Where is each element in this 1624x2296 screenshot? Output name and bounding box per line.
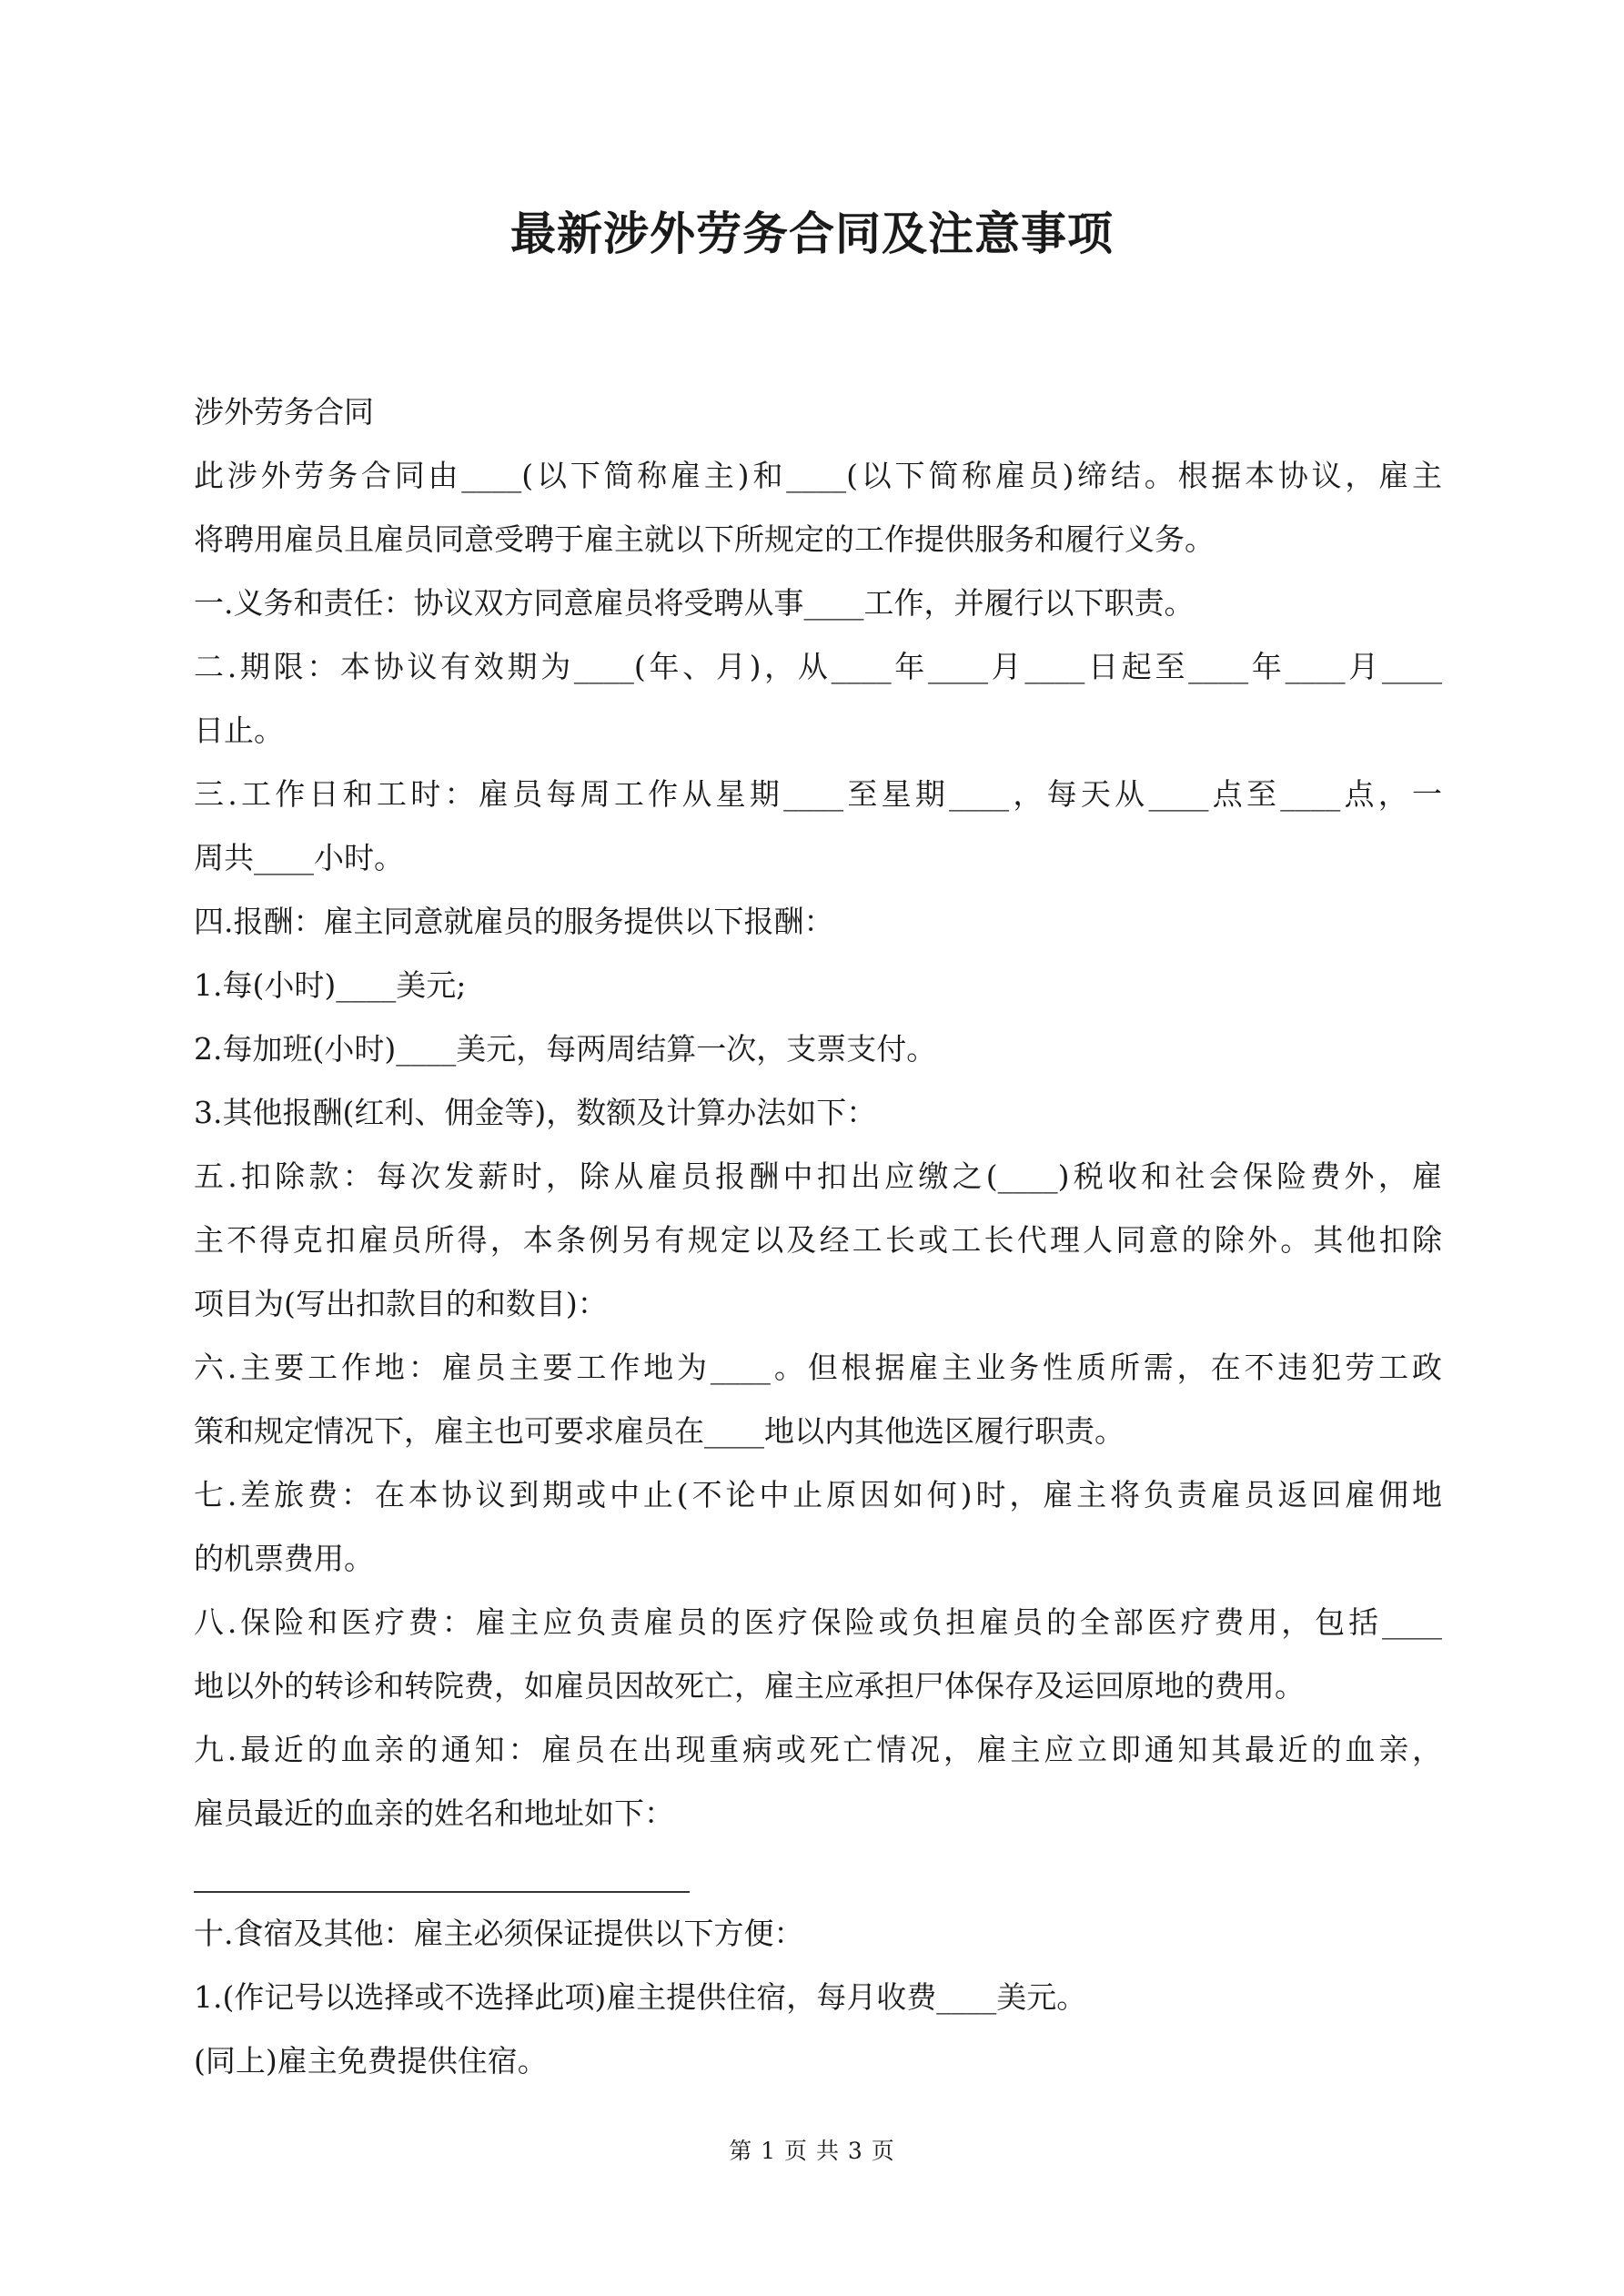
- clause-7-line-1: 七.差旅费：在本协议到期或中止(不论中止原因如何)时，雇主将负责雇员返回雇佣地: [194, 1477, 1442, 1512]
- clause-3-line-2: 周共____小时。: [194, 840, 404, 875]
- clause-9-line-1: 九.最近的血亲的通知：雇员在出现重病或死亡情况，雇主应立即通知其最近的血亲，: [194, 1732, 1442, 1767]
- page-number-footer: 第 1 页 共 3 页: [729, 2138, 895, 2164]
- clause-4-item-3: 3.其他报酬(红利、佣金等)，数额及计算办法如下：: [194, 1095, 877, 1130]
- clause-9-line-2: 雇员最近的血亲的姓名和地址如下：: [194, 1795, 674, 1831]
- clause-4-item-1: 1.每(小时)____美元;: [194, 967, 467, 1003]
- intro-line-2: 将聘用雇员且雇员同意受聘于雇主就以下所规定的工作提供服务和履行义务。: [194, 521, 1215, 557]
- clause-2-line-2: 日止。: [194, 713, 284, 748]
- clause-5-line-1: 五.扣除款：每次发薪时，除从雇员报酬中扣出应缴之(____)税收和社会保险费外，雇: [194, 1158, 1442, 1194]
- clause-4: 四.报酬：雇主同意就雇员的服务提供以下报酬：: [194, 904, 834, 939]
- clause-10-item-1: 1.(作记号以选择或不选择此项)雇主提供住宿，每月收费____美元。: [194, 1979, 1087, 2015]
- clause-10: 十.食宿及其他：雇主必须保证提供以下方便：: [194, 1916, 804, 1951]
- document-body: [194, 380, 1442, 2093]
- intro-line-1: 此涉外劳务合同由____(以下简称雇主)和____(以下简称雇员)缔结。根据本协议，雇主: [194, 458, 1442, 493]
- clause-8-line-1: 八.保险和医疗费：雇主应负责雇员的医疗保险或负担雇员的全部医疗费用，包括____: [194, 1604, 1442, 1640]
- clause-4-item-2: 2.每加班(小时)____美元，每两周结算一次，支票支付。: [194, 1031, 937, 1067]
- clause-8-line-2: 地以外的转诊和转院费，如雇员因故死亡，雇主应承担尸体保存及运回原地的费用。: [194, 1668, 1305, 1704]
- clause-1: 一.义务和责任：协议双方同意雇员将受聘从事____工作，并履行以下职责。: [194, 585, 1195, 621]
- contract-heading: 涉外劳务合同: [194, 394, 374, 430]
- clause-3-line-1: 三.工作日和工时：雇员每周工作从星期____至星期____，每天从____点至____点，一: [194, 776, 1442, 812]
- clause-2-line-1: 二.期限：本协议有效期为____(年、月)，从____年____月____日起至____年____月____: [194, 649, 1442, 684]
- blank-signature-line: [194, 1846, 690, 1893]
- clause-5-line-2: 主不得克扣雇员所得，本条例另有规定以及经工长或工长代理人同意的除外。其他扣除: [194, 1222, 1442, 1258]
- clause-7-line-2: 的机票费用。: [194, 1541, 374, 1576]
- clause-10-item-2: (同上)雇主免费提供住宿。: [194, 2043, 548, 2079]
- clause-6-line-2: 策和规定情况下，雇主也可要求雇员在____地以内其他选区履行职责。: [194, 1413, 1125, 1449]
- clause-5-line-3: 项目为(写出扣款目的和数目)：: [194, 1286, 608, 1321]
- clause-6-line-1: 六.主要工作地：雇员主要工作地为____。但根据雇主业务性质所需，在不违犯劳工政: [194, 1350, 1442, 1385]
- document-title: 最新涉外劳务合同及注意事项: [510, 207, 1114, 260]
